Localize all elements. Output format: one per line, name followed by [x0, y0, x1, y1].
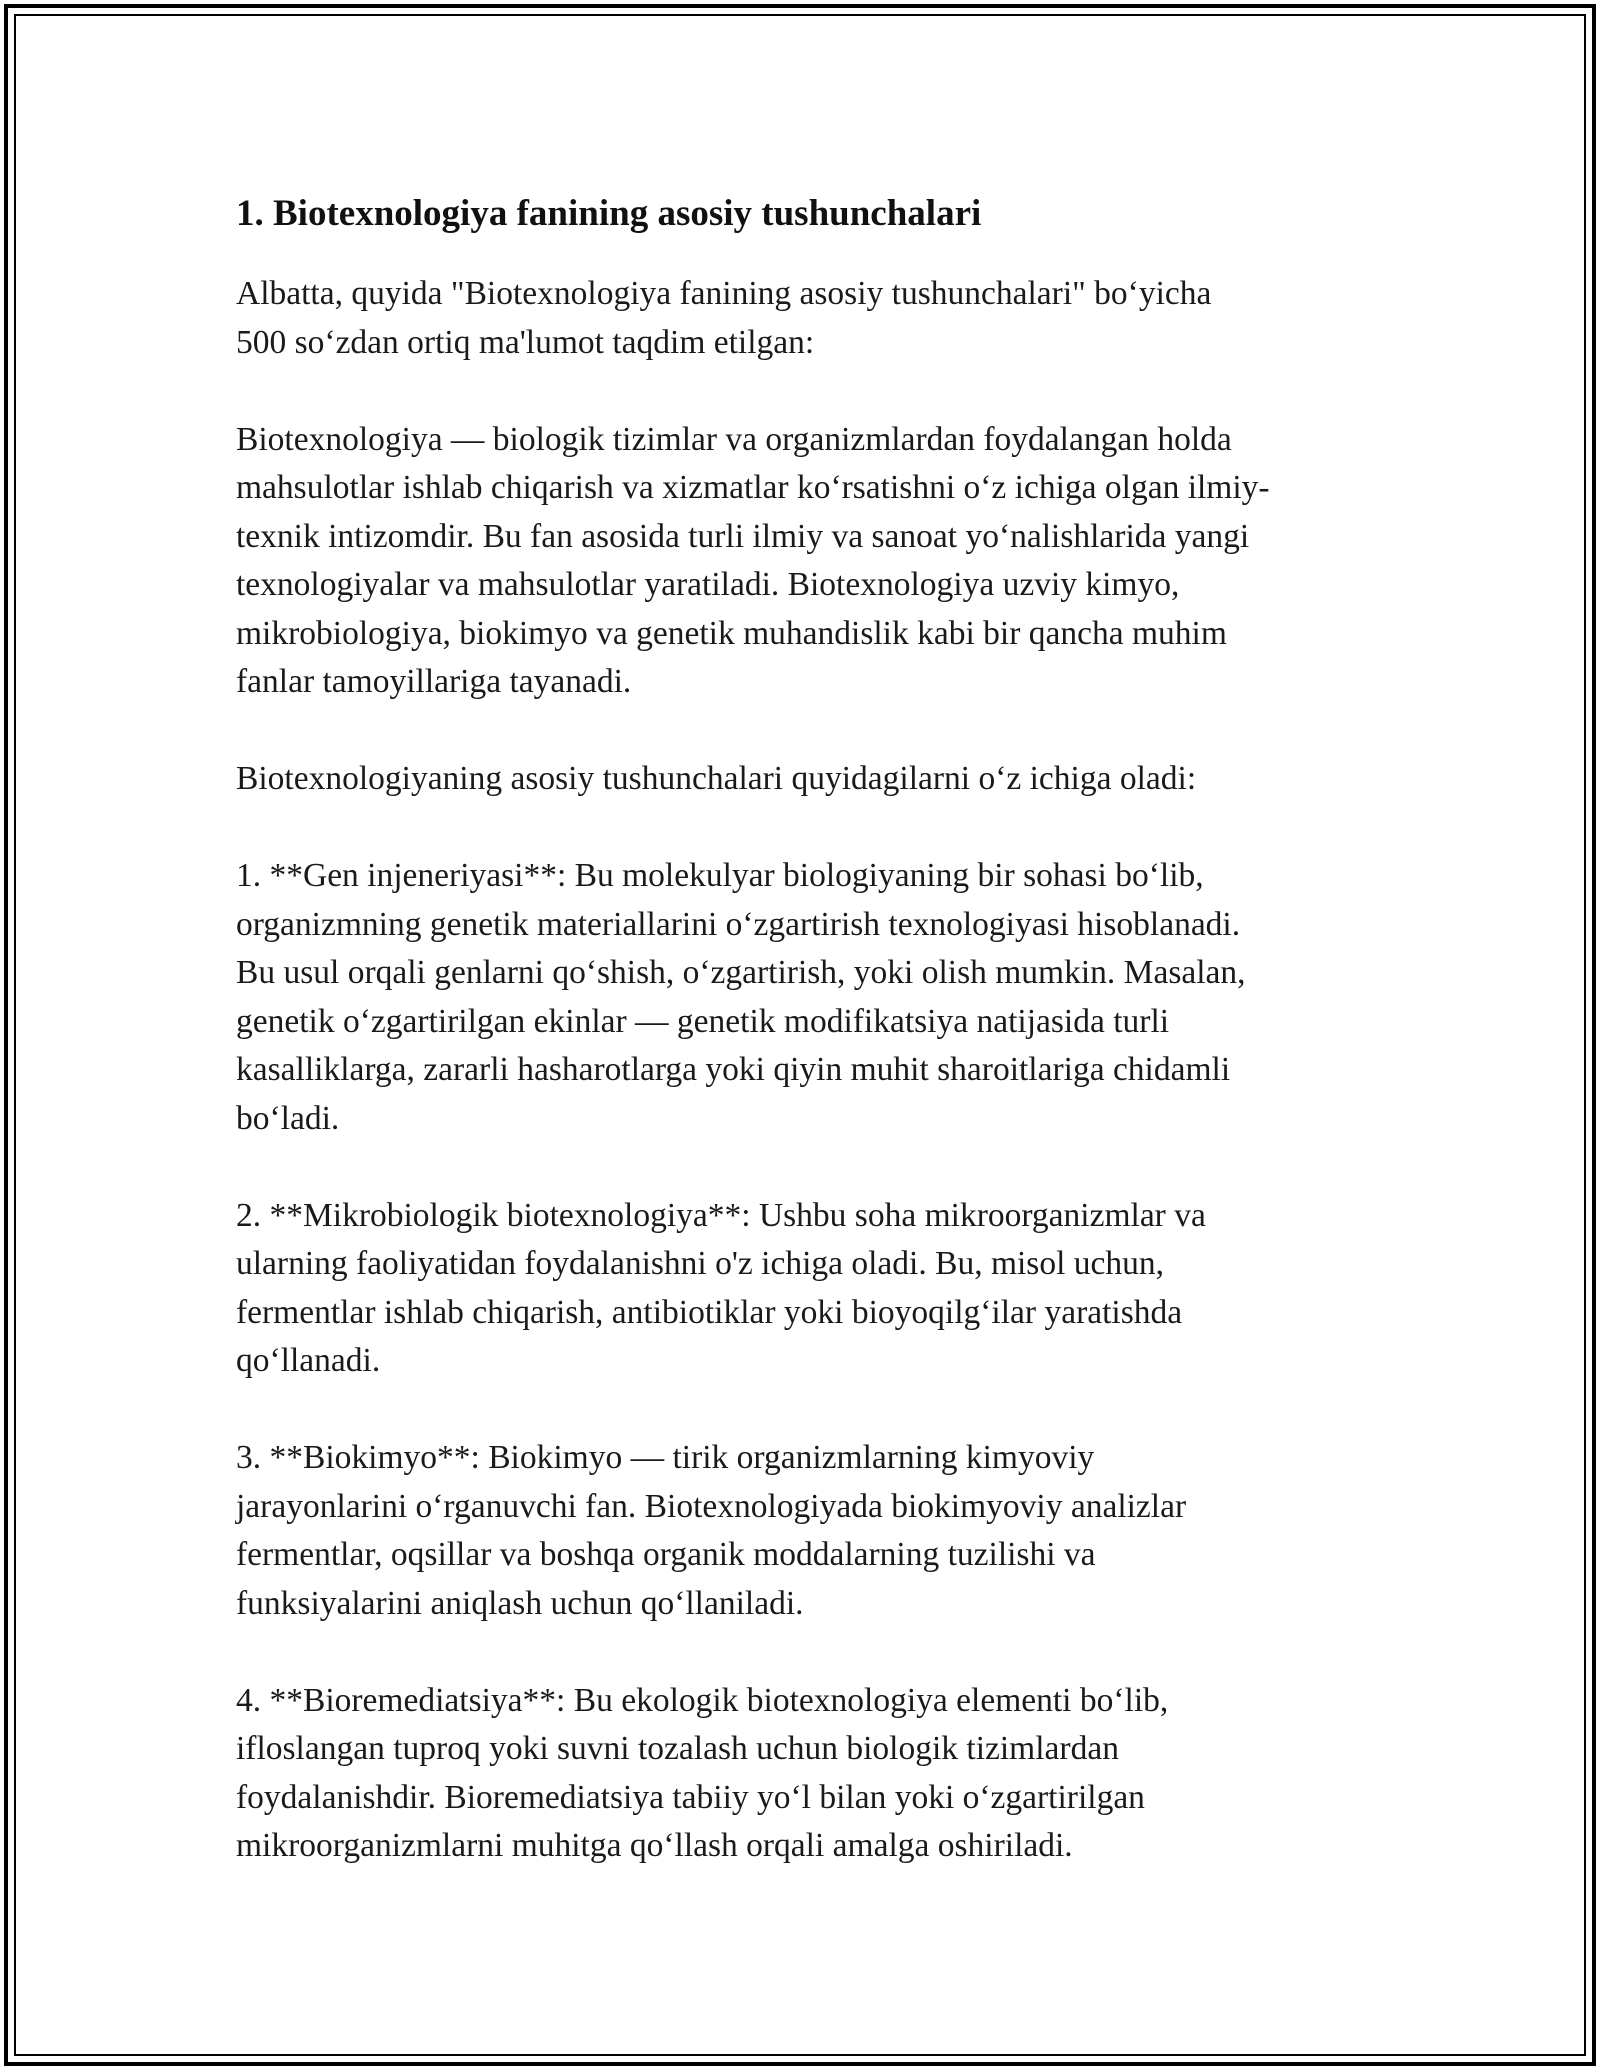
intro-paragraph: Albatta, quyida "Biotexnologiya fanining asosiy tushunchalari" bo‘yicha 500 so‘zdan ortiq ma'lumot taqdim etilgan: [236, 275, 1212, 361]
spacer [236, 1628, 1396, 1677]
document-body [236, 186, 1396, 1871]
list-item-mikrobiologik: 2. **Mikrobiologik biotexnologiya**: Ushbu soha mikroorganizmlar va ularning faoliyatidan foydalanishni o'z ichiga oladi. Bu, misol uchun, fermentlar ishlab chiqarish, antibiotiklar yoki bioyoqilg‘ilar yaratishda qo‘llanadi. [236, 1196, 1206, 1379]
list-intro-paragraph: Biotexnologiyaning asosiy tushunchalari quyidagilarni o‘z ichiga oladi: [236, 760, 1197, 797]
spacer [236, 707, 1396, 756]
spacer [236, 367, 1396, 416]
list-item-bioremediatsiya: 4. **Bioremediatsiya**: Bu ekologik biotexnologiya elementi bo‘lib, ifloslangan tuproq yoki suvni tozalash uchun biologik tizimlardan foydalanishdir. Bioremediatsiya tabiiy yo‘l bilan yoki o‘zgartirilgan mikroorganizmlarni muhitga qo‘llash orqali amalga oshiriladi. [236, 1681, 1169, 1864]
definition-paragraph: Biotexnologiya — biologik tizimlar va organizmlardan foydalangan holda mahsulotlar ishlab chiqarish va xizmatlar ko‘rsatishni o‘z ichiga olgan ilmiy- texnik intizomdir. Bu fan asosida turli ilmiy va sanoat yo‘nalishlarida yangi texnologiyalar va mahsulotlar yaratiladi. Biotexnologiya uzviy kimyo, mikrobiologiya, biokimyo va genetik muhandislik kabi bir qancha muhim fanlar tamoyillariga tayanadi. [236, 420, 1270, 700]
spacer [236, 242, 1396, 270]
list-item-gen-injeneriyasi: 1. **Gen injeneriyasi**: Bu molekulyar biologiyaning bir sohasi bo‘lib, organizmning genetik materiallarini o‘zgartirish texnologiyasi hisoblanadi. Bu usul orqali genlarni qo‘shish, o‘zgartirish, yoki olish mumkin. Masalan, genetik o‘zgartirilgan ekinlar — genetik modifikatsiya natijasida turli kasalliklarga, zararli hasharotlarga yoki qiyin muhit sharoitlariga chidamli bo‘ladi. [236, 857, 1246, 1137]
spacer [236, 1386, 1396, 1435]
list-item-biokimyo: 3. **Biokimyo**: Biokimyo — tirik organizmlarning kimyoviy jarayonlarini o‘rganuvchi fan. Biotexnologiyada biokimyoviy analizlar fermentlar, oqsillar va boshqa organik moddalarning tuzilishi va funksiyalarini aniqlash uchun qo‘llaniladi. [236, 1439, 1187, 1622]
spacer [236, 804, 1396, 853]
document-title: 1. Biotexnologiya fanining asosiy tushunchalari [236, 193, 982, 234]
spacer [236, 1143, 1396, 1192]
